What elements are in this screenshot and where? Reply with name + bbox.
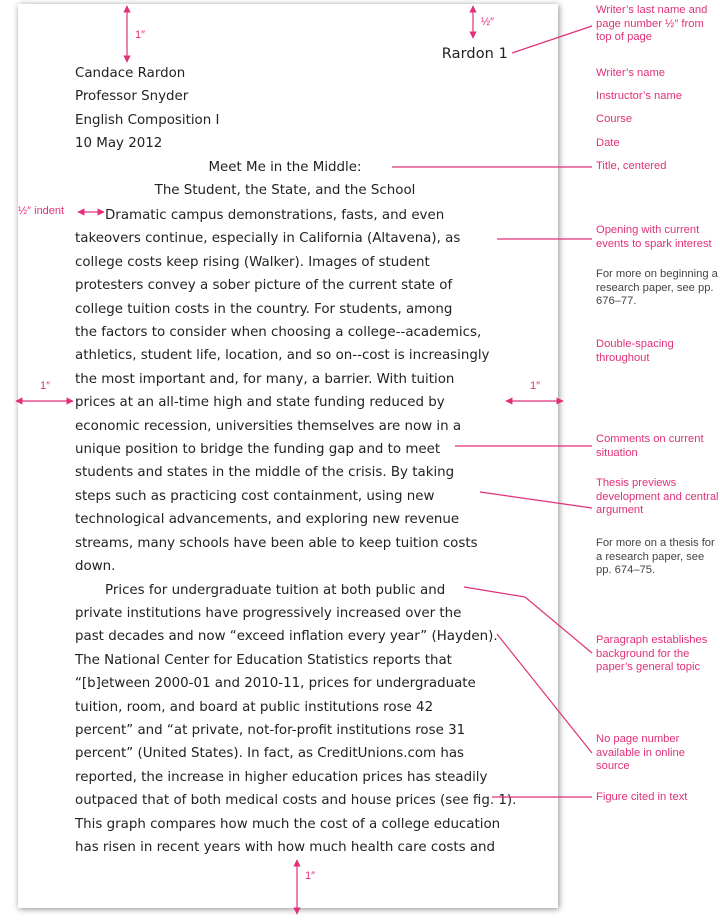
- title-line-2: The Student, the State, and the School: [154, 183, 416, 199]
- note-more-beginning: For more on beginning a research paper, see pp. 676–77.: [596, 268, 718, 308]
- half-inch-label: ½″: [481, 16, 495, 28]
- note-date: Date: [596, 137, 620, 149]
- note-thesis: Thesis previews development and central argument: [596, 477, 719, 517]
- body-line: the factors to consider when choosing a college--academics,: [75, 325, 482, 341]
- body-line: Dramatic campus demonstrations, fasts, and even: [105, 208, 445, 223]
- date: 10 May 2012: [75, 136, 163, 152]
- note-title: Title, centered: [596, 160, 667, 172]
- heading-block: [75, 62, 525, 156]
- body-line: This graph compares how much the cost of a college education: [75, 816, 501, 832]
- bottom-margin-label: 1″: [305, 870, 316, 882]
- left-margin-label: 1″: [40, 380, 51, 392]
- note-course: Course: [596, 113, 633, 125]
- body-line: unique position to bridge the funding gap and to meet: [75, 442, 441, 458]
- body-line: prices at an all-time high and state funding reduced by: [75, 395, 445, 411]
- body-line: percent” (United States). In fact, as CreditUnions.com has: [75, 746, 465, 762]
- writer-name: Candace Rardon: [75, 66, 186, 81]
- course-name: English Composition I: [75, 112, 220, 128]
- instructor-name: Professor Snyder: [75, 89, 189, 105]
- note-comments: Comments on current situation: [596, 433, 704, 459]
- note-instructor-name: Instructor’s name: [596, 90, 683, 102]
- note-no-page: No page number available in online source: [596, 733, 685, 773]
- right-margin-label: 1″: [530, 380, 541, 392]
- note-figure: Figure cited in text: [596, 791, 688, 803]
- body-line: college costs keep rising (Walker). Images of student: [75, 254, 430, 270]
- body-line: past decades and now “exceed inflation every year” (Hayden).: [75, 629, 498, 645]
- note-running-head: Writer’s last name and page number ½″ from top of page: [596, 4, 708, 44]
- body-line: has risen in recent years with how much health care costs and: [75, 839, 496, 855]
- body-line: takeovers continue, especially in California (Altavena), as: [75, 231, 461, 247]
- note-more-thesis: For more on a thesis for a research paper, see pp. 674–75.: [596, 537, 715, 577]
- title-line-1: Meet Me in the Middle:: [208, 160, 362, 175]
- body-line: “[b]etween 2000-01 and 2010-11, prices for undergraduate: [75, 676, 476, 692]
- body-line: The National Center for Education Statistics reports that: [75, 652, 452, 668]
- body-line: students and states in the middle of the crisis. By taking: [75, 465, 455, 481]
- body-line: economic recession, universities themselves are now in a: [75, 418, 462, 434]
- note-opening: Opening with current events to spark interest: [596, 224, 712, 250]
- body-line: technological advancements, and exploring new revenue: [75, 512, 460, 528]
- indent-label: ½″ indent: [18, 205, 65, 217]
- body-line: college tuition costs in the country. For students, among: [75, 301, 453, 317]
- body-line: percent” and “at private, not-for-profit institutions rose 31: [75, 722, 466, 738]
- body-line: down.: [75, 559, 116, 575]
- body-text: [75, 204, 525, 859]
- body-line: tuition, room, and board at public institutions rose 42: [75, 699, 434, 715]
- paper-title: [75, 156, 495, 203]
- note-double-spacing: Double-spacing throughout: [596, 338, 674, 364]
- body-line: reported, the increase in higher education prices has steadily: [75, 769, 488, 785]
- note-background: Paragraph establishes background for the paper’s general topic: [596, 634, 708, 674]
- running-head: Rardon 1: [441, 46, 508, 62]
- top-margin-label: 1″: [135, 29, 146, 41]
- note-writer-name: Writer’s name: [596, 67, 666, 79]
- body-line: Prices for undergraduate tuition at both public and: [105, 582, 446, 598]
- body-line: streams, many schools have been able to keep tuition costs: [75, 535, 478, 551]
- body-line: protesters convey a sober picture of the current state of: [75, 278, 453, 294]
- body-line: outpaced that of both medical costs and house prices (see fig. 1).: [75, 793, 517, 809]
- paper-page: [18, 4, 558, 908]
- body-line: the most important and, for many, a barrier. With tuition: [75, 371, 455, 387]
- body-line: steps such as practicing cost containment, using new: [75, 488, 435, 504]
- body-line: athletics, student life, location, and so on--cost is increasingly: [75, 348, 490, 364]
- body-line: private institutions have progressively increased over the: [75, 605, 462, 621]
